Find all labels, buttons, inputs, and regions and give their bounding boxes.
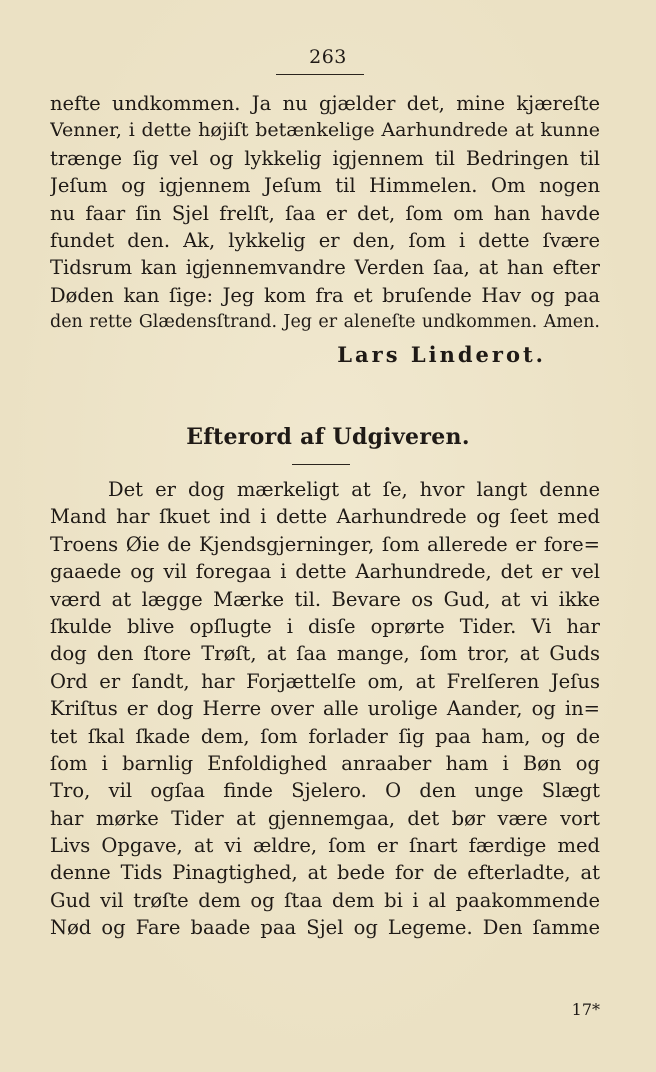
text-line: dog den ſtore Trøſt, at ſaa mange, ſom tror, at Guds <box>50 642 600 666</box>
text-line: Tro, vil ogſaa finde Sjelero. O den unge Slægt <box>50 779 600 803</box>
text-line: ſom i barnlig Enfoldighed anraaber ham i Bøn og <box>50 751 600 775</box>
page-number-rule <box>276 74 364 75</box>
author-signature: Lars Linderot. <box>337 342 546 367</box>
text-line: den rette Glædensſtrand. Jeg er aleneſte undkommen. Amen. <box>50 312 600 333</box>
text-line: fundet den. Ak, lykkelig er den, ſom i dette ſvære <box>50 228 600 252</box>
text-line: værd at lægge Mærke til. Bevare os Gud, at vi ikke <box>50 587 600 611</box>
text-line: ſkulde blive opſlugte i disſe oprørte Tider. Vi har <box>50 614 600 638</box>
text-line: Det er dog mærkeligt at ſe, hvor langt denne <box>108 478 600 501</box>
heading-rule <box>292 464 350 465</box>
text-line: har mørke Tider at gjennemgaa, det bør være vort <box>50 806 600 830</box>
text-line: Nød og Fare baade paa Sjel og Legeme. Den ſamme <box>50 916 600 940</box>
signature-mark: 17* <box>571 1000 600 1019</box>
section-heading: Efterord af Udgiveren. <box>186 424 470 450</box>
text-line: trænge ſig vel og lykkelig igjennem til Bedringen til <box>50 146 600 170</box>
text-line: gaaede og vil foregaa i dette Aarhundrede, det er vel <box>50 560 600 584</box>
text-line: Gud vil trøſte dem og ſtaa dem bi i al paakommende <box>50 888 600 912</box>
page-number: 263 <box>309 46 347 68</box>
text-line: tet ſkal ſkade dem, ſom forlader ſig paa ham, og de <box>50 724 600 748</box>
text-line: Jeſum og igjennem Jeſum til Himmelen. Om nogen <box>50 174 600 198</box>
text-line: Venner, i dette højiſt betænkelige Aarhundrede at kunne <box>50 119 600 142</box>
text-line: nefte undkommen. Ja nu gjælder det, mine kjæreſte <box>50 92 600 115</box>
text-line: Ord er ſandt, har Forjættelſe om, at Frelſeren Jeſus <box>50 669 600 693</box>
text-line: Døden kan ſige: Jeg kom fra et bruſende Hav og paa <box>50 283 600 307</box>
text-line: Tidsrum kan igjennemvandre Verden ſaa, at han efter <box>50 256 600 280</box>
text-line: Mand har ſkuet ind i dette Aarhundrede og ſeet med <box>50 505 600 529</box>
afterword-paragraph <box>50 476 600 942</box>
text-line: Kriſtus er dog Herre over alle urolige Aander, og in= <box>50 697 600 721</box>
text-line: Troens Øie de Kjendsgjerninger, ſom allerede er fore= <box>50 532 600 556</box>
text-line: Livs Opgave, at vi ældre, ſom er ſnart færdige med <box>50 834 600 858</box>
text-line: denne Tids Pinagtighed, at bede for de efterladte, at <box>50 861 600 885</box>
closing-paragraph <box>50 90 600 337</box>
text-line: nu faar ſin Sjel frelſt, ſaa er det, ſom om han havde <box>50 201 600 225</box>
